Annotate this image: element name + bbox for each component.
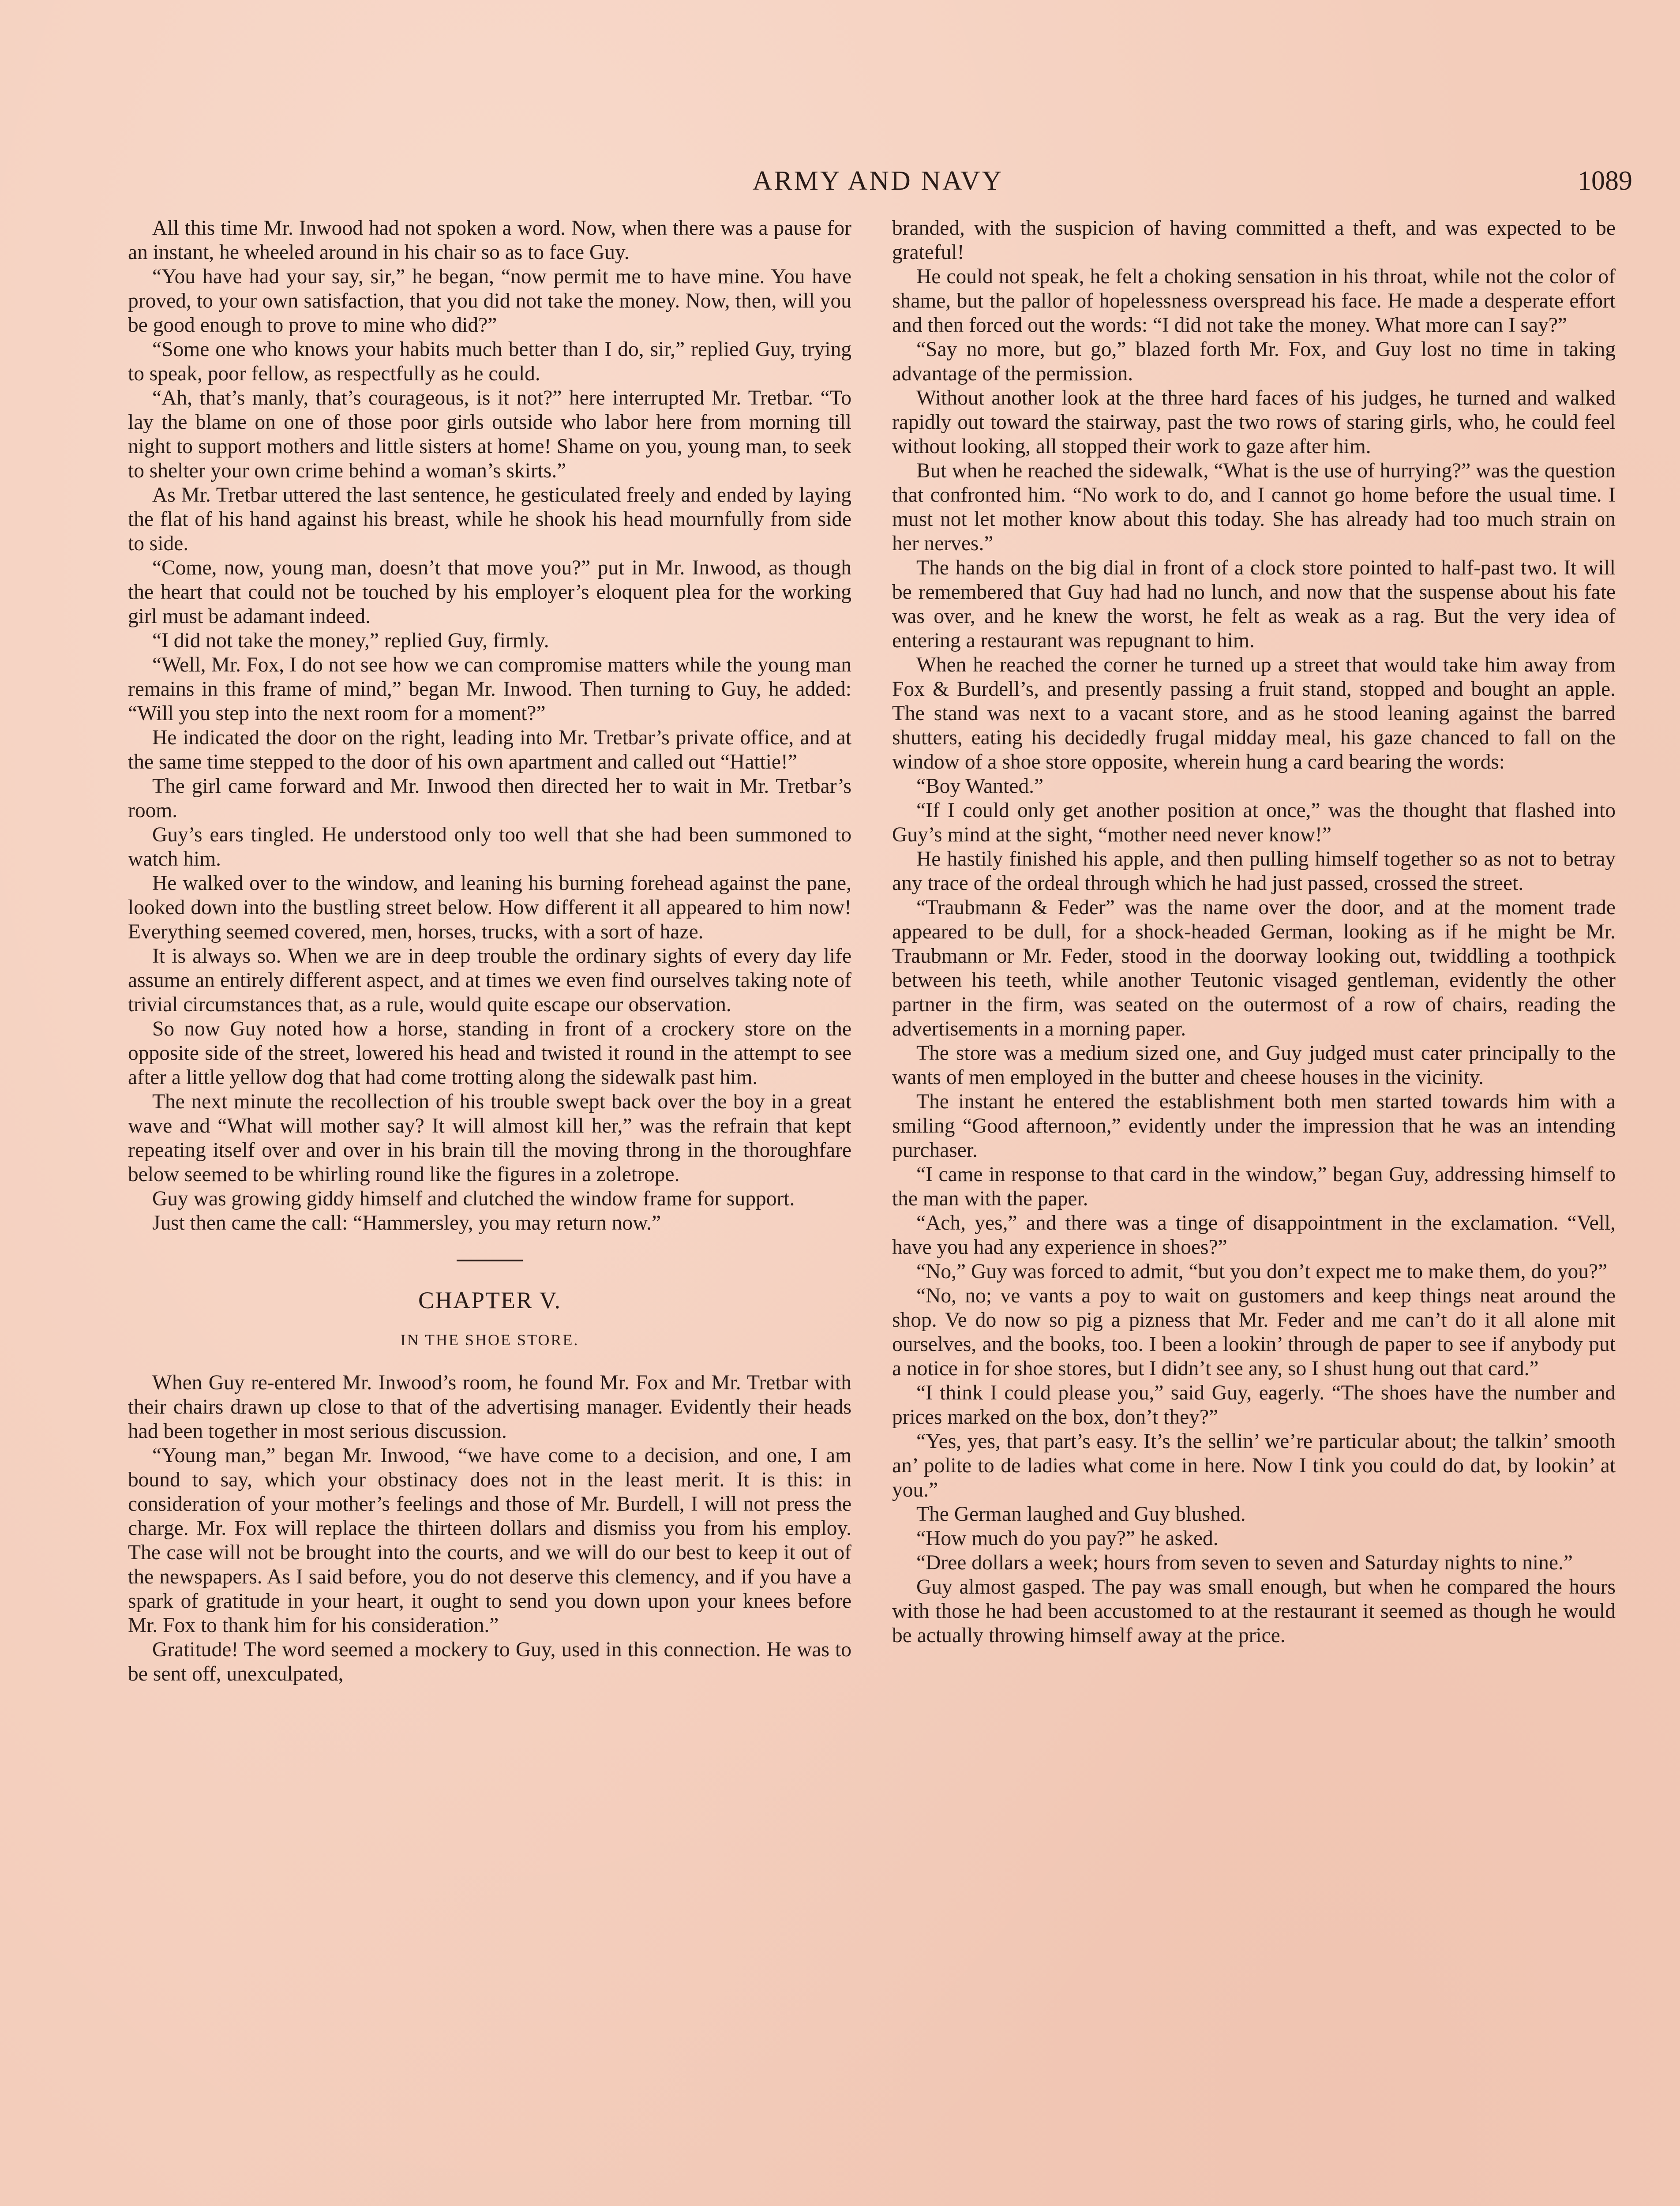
paragraph: The next minute the recollection of his trouble swept back over the boy in a great wave and “What will mother say? It will almost kill her,” was the refrain that kept repeating itself over and over in his brain till the moving throng in the thoroughfare below seemed to be whirling round like the figures in a zoletrope.: [128, 1090, 851, 1186]
paragraph: The German laughed and Guy blushed.: [916, 1503, 1246, 1526]
paragraph: “Dree dollars a week; hours from seven to seven and Saturday nights to nine.”: [916, 1551, 1573, 1574]
paragraph: “Well, Mr. Fox, I do not see how we can compromise matters while the young man remains in this frame of mind,” began Mr. Inwood. Then turning to Guy, he added: “Will you step into the next room for a moment?”: [128, 653, 851, 725]
paragraph: “No, no; ve vants a poy to wait on gustomers and keep things neat around the shop. Ve do now so pig a pizness that Mr. Feder and me can’t do it all alone mit ourselves, and the books, too. I been a lookin’ through de paper to see if anybody put a notice in for shoe stores, but I didn’t see any, so I shust hung out that card.”: [892, 1284, 1616, 1380]
paragraph: “How much do you pay?” he asked.: [916, 1527, 1219, 1550]
paragraph: Guy almost gasped. The pay was small enough, but when he compared the hours with those he had been accustomed to at the restaurant it seemed as though he would be actually throwing himself away at the price.: [892, 1576, 1616, 1647]
paragraph: “I did not take the money,” replied Guy, firmly.: [152, 629, 549, 652]
section-divider: [457, 1260, 523, 1261]
paragraph: “Say no more, but go,” blazed forth Mr. Fox, and Guy lost no time in taking advantage of the permission.: [892, 338, 1616, 385]
paragraph: “I came in response to that card in the window,” began Guy, addressing himself to the man with the paper.: [892, 1163, 1616, 1210]
paragraph: It is always so. When we are in deep trouble the ordinary sights of every day life assume an entirely different aspect, and at times we even find ourselves taking note of trivial circumstances that, as a rule, would quite escape our observation.: [128, 945, 851, 1016]
paragraph: branded, with the suspicion of having committed a theft, and was expected to be grateful!: [892, 217, 1616, 264]
paragraph: He walked over to the window, and leaning his burning forehead against the pane, looked down into the bustling street below. How different it all appeared to him now! Everything seemed covered, men, horses, trucks, with a sort of haze.: [128, 872, 851, 943]
paragraph: “Yes, yes, that part’s easy. It’s the sellin’ we’re particular about; the talkin’ smooth an’ polite to de ladies what come in here. Now I tink you could do dat, by lookin’ at you.”: [892, 1430, 1616, 1501]
paragraph: He indicated the door on the right, leading into Mr. Tretbar’s private office, and at the same time stepped to the door of his own apartment and called out “Hattie!”: [128, 726, 851, 773]
paragraph: As Mr. Tretbar uttered the last sentence, he gesticulated freely and ended by laying the flat of his hand against his breast, while he shook his head mournfully from side to side.: [128, 484, 851, 555]
paragraph: “Ach, yes,” and there was a tinge of disappointment in the exclamation. “Vell, have you had any experience in shoes?”: [892, 1212, 1616, 1259]
right-column: [892, 216, 1616, 2206]
page-number: 1089: [1578, 166, 1632, 196]
paragraph: Gratitude! The word seemed a mockery to Guy, used in this connection. He was to be sent off, unexculpated,: [128, 1638, 851, 1685]
paragraph: “I think I could please you,” said Guy, eagerly. “The shoes have the number and prices marked on the box, don’t they?”: [892, 1381, 1616, 1429]
paragraph: He hastily finished his apple, and then pulling himself together so as not to betray any trace of the ordeal through which he had just passed, crossed the street.: [892, 848, 1616, 895]
chapter-subtitle: IN THE SHOE STORE.: [400, 1331, 579, 1349]
paragraph: “If I could only get another position at once,” was the thought that flashed into Guy’s mind at the sight, “mother need never know!”: [892, 799, 1616, 846]
left-column: [128, 216, 851, 2206]
paragraph: “Young man,” began Mr. Inwood, “we have come to a decision, and one, I am bound to say, which your obstinacy does not in the least merit. It is this: in consideration of your mother’s feelings and those of Mr. Burdell, I will not press the charge. Mr. Fox will replace the thirteen dollars and dismiss you from his employ. The case will not be brought into the courts, and we will do our best to keep it out of the newspapers. As I said before, you do not deserve this clemency, and if you have a spark of gratitude in your heart, it ought to send you down upon your knees before Mr. Fox to thank him for his consideration.”: [128, 1444, 851, 1637]
paragraph: So now Guy noted how a horse, standing in front of a crockery store on the opposite side of the street, lowered his head and twisted it round in the attempt to see after a little yellow dog that had come trotting along the sidewalk past him.: [128, 1017, 851, 1089]
chapter-title: CHAPTER V.: [418, 1287, 562, 1313]
paragraph: When Guy re-entered Mr. Inwood’s room, he found Mr. Fox and Mr. Tretbar with their chairs drawn up close to that of the advertising manager. Evidently their heads had been together in most serious discussion.: [128, 1371, 851, 1443]
magazine-title: ARMY AND NAVY: [752, 166, 1004, 196]
paragraph: “No,” Guy was forced to admit, “but you don’t expect me to make them, do you?”: [916, 1260, 1608, 1283]
paragraph: The girl came forward and Mr. Inwood then directed her to wait in Mr. Tretbar’s room.: [128, 775, 851, 822]
paragraph: Guy was growing giddy himself and clutched the window frame for support.: [152, 1187, 795, 1210]
running-header: [124, 159, 1632, 207]
paragraph: “You have had your say, sir,” he began, “now permit me to have mine. You have proved, to your own satisfaction, that you did not take the money. Now, then, will you be good enough to prove to mine who did?”: [128, 265, 851, 337]
paragraph: “Boy Wanted.”: [916, 775, 1044, 798]
paragraph: Without another look at the three hard faces of his judges, he turned and walked rapidly out toward the stairway, past the two rows of staring girls, who, he could feel without looking, all stopped their work to gaze after him.: [892, 386, 1616, 458]
paragraph: “Traubmann & Feder” was the name over the door, and at the moment trade appeared to be dull, for a shock-headed German, looking as if he might be Mr. Traubmann or Mr. Feder, stood in the doorway looking out, twiddling a toothpick between his teeth, while another Teutonic visaged gentleman, evidently the other partner in the firm, was seated on the outermost of a row of chairs, reading the advertisements in a morning paper.: [892, 896, 1616, 1040]
paragraph: Just then came the call: “Hammersley, you may return now.”: [152, 1212, 661, 1234]
paragraph: Guy’s ears tingled. He understood only too well that she had been summoned to watch him.: [128, 823, 851, 870]
paragraph: He could not speak, he felt a choking sensation in his throat, while not the color of shame, but the pallor of hopelessness overspread his face. He made a desperate effort and then forced out the words: “I did not take the money. What more can I say?”: [892, 265, 1616, 337]
paragraph: The instant he entered the establishment both men started towards him with a smiling “Good afternoon,” evidently under the impression that he was an intending purchaser.: [892, 1090, 1616, 1162]
paragraph: “Come, now, young man, doesn’t that move you?” put in Mr. Inwood, as though the heart that could not be touched by his employer’s eloquent plea for the working girl must be adamant indeed.: [128, 556, 851, 628]
paragraph: But when he reached the sidewalk, “What is the use of hurrying?” was the question that confronted him. “No work to do, and I cannot go home before the usual time. I must not let mother know about this today. She has already had too much strain on her nerves.”: [892, 459, 1616, 555]
paragraph: The hands on the big dial in front of a clock store pointed to half-past two. It will be remembered that Guy had had no lunch, and now that the suspense about his fate was over, and he knew the worst, he felt as weak as a rag. But the very idea of entering a restaurant was repugnant to him.: [892, 556, 1616, 652]
paragraph: “Ah, that’s manly, that’s courageous, is it not?” here interrupted Mr. Tretbar. “To lay the blame on one of those poor girls outside who labor here from morning till night to support mothers and little sisters at home! Shame on you, young man, to seek to shelter your own crime behind a woman’s skirts.”: [128, 386, 851, 482]
paragraph: The store was a medium sized one, and Guy judged must cater principally to the wants of men employed in the butter and cheese houses in the vicinity.: [892, 1042, 1616, 1089]
paragraph: “Some one who knows your habits much better than I do, sir,” replied Guy, trying to speak, poor fellow, as respectfully as he could.: [128, 338, 851, 385]
paragraph: All this time Mr. Inwood had not spoken a word. Now, when there was a pause for an instant, he wheeled around in his chair so as to face Guy.: [128, 217, 851, 264]
paragraph: When he reached the corner he turned up a street that would take him away from Fox & Burdell’s, and presently passing a fruit stand, stopped and bought an apple. The stand was next to a vacant store, and as he stood leaning against the barred shutters, eating his decidedly frugal midday meal, his gaze chanced to fall on the window of a shoe store opposite, wherein hung a card bearing the words:: [892, 653, 1616, 773]
